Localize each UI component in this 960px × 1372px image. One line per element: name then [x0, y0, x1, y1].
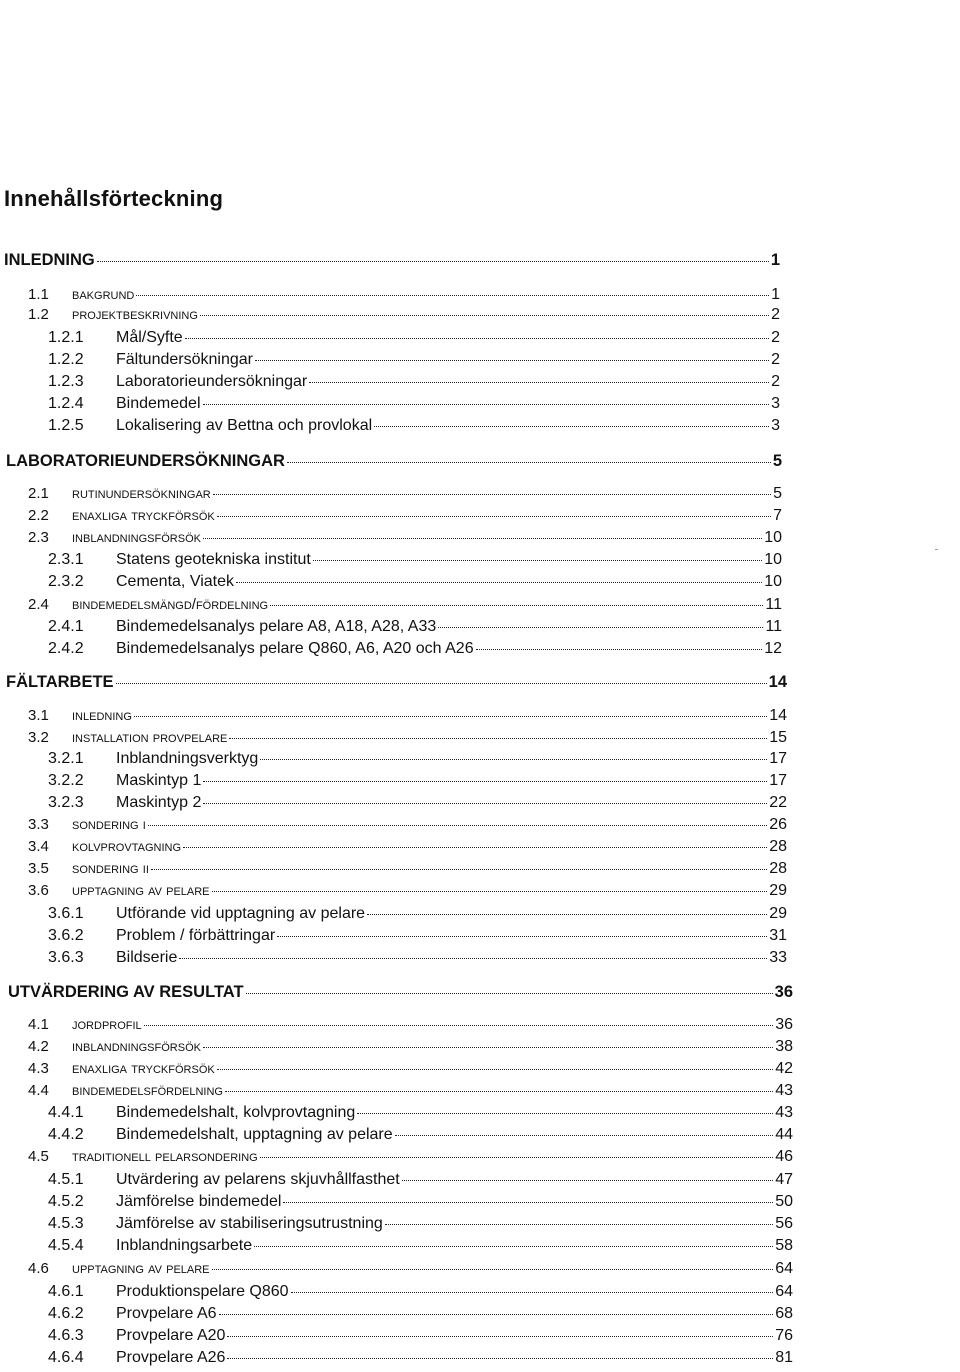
dot-leader	[203, 538, 762, 539]
toc-chapter-row	[6, 674, 787, 691]
toc-entry-title: Bindemedel	[116, 395, 201, 412]
dot-leader	[255, 360, 769, 361]
toc-entry-title: Lokalisering av Bettna och provlokal	[116, 417, 373, 434]
toc-page-number: 1	[771, 286, 780, 303]
toc-page-number: 44	[775, 1126, 793, 1143]
toc-entry-title: Produktionspelare Q860	[116, 1283, 289, 1300]
toc-subsection-row	[28, 552, 782, 568]
toc-entry-title: installation provpelare	[72, 729, 228, 746]
toc-section-row	[28, 287, 780, 303]
toc-entry-title: Bindemedelsanalys pelare A8, A18, A28, A33	[116, 618, 437, 635]
toc-page-number: 11	[765, 596, 782, 613]
page-title: Innehållsförteckning	[4, 186, 224, 211]
toc-entry-title: Problem / förbättringar	[116, 927, 276, 944]
toc-page-number: 26	[769, 816, 787, 833]
toc-section-row	[28, 508, 782, 524]
toc-subsection-row	[28, 1328, 793, 1344]
dot-leader	[254, 1246, 773, 1247]
dot-leader	[203, 404, 770, 405]
toc-entry-number: 1.2	[28, 306, 49, 323]
toc-entry-number: 2.4	[28, 596, 49, 613]
toc-section-row	[28, 1017, 793, 1033]
toc-entry-title: upptagning av pelare	[72, 1260, 210, 1277]
dot-leader	[313, 560, 762, 561]
toc-subsection-row	[28, 574, 782, 590]
toc-subsection-row	[28, 352, 780, 368]
toc-entry-title: bindemedelsmängd/fördelning	[72, 596, 269, 613]
toc-entry-number: 4.6.2	[48, 1305, 84, 1322]
toc-section-row	[28, 307, 780, 323]
toc-subsection-row	[28, 1127, 793, 1143]
toc-page-number: 10	[764, 529, 782, 546]
toc-entry-title: bindemedelsfördelning	[72, 1082, 223, 1099]
toc-page-number: 76	[775, 1327, 793, 1344]
toc-section-row	[28, 1039, 793, 1055]
toc-entry-title: Inblandningsverktyg	[116, 750, 259, 767]
toc-entry-title: Cementa, Viatek	[116, 573, 234, 590]
dot-leader	[183, 847, 767, 848]
toc-chapter-row	[4, 252, 780, 269]
toc-section-row	[28, 597, 782, 613]
toc-page-number: 5	[772, 452, 782, 470]
dot-leader	[151, 869, 767, 870]
toc-entry-title: UTVÄRDERING AV RESULTAT	[8, 983, 244, 1001]
toc-entry-number: 3.6.1	[48, 905, 84, 922]
toc-entry-title: inblandningsförsök	[72, 1038, 201, 1055]
dot-leader	[179, 958, 767, 959]
toc-entry-number: 2.1	[28, 485, 49, 502]
toc-entry-number: 1.2.4	[48, 395, 84, 412]
toc-entry-number: 4.5.1	[48, 1171, 84, 1188]
dot-leader	[291, 1292, 774, 1293]
toc-entry-title: Utförande vid upptagning av pelare	[116, 905, 366, 922]
dot-leader	[97, 261, 769, 262]
toc-entry-number: 2.3.1	[48, 551, 84, 568]
dot-leader	[283, 1202, 773, 1203]
toc-section-row	[28, 486, 782, 502]
toc-subsection-row	[28, 1194, 793, 1210]
toc-chapter-row	[6, 453, 782, 470]
toc-chapter-row	[8, 984, 793, 1001]
toc-entry-number: 4.3	[28, 1060, 49, 1077]
toc-entry-number: 2.2	[28, 507, 49, 524]
toc-entry-title: Mål/Syfte	[116, 329, 183, 346]
toc-entry-number: 3.4	[28, 838, 49, 855]
toc-page-number: 64	[775, 1260, 793, 1277]
dot-leader	[236, 582, 762, 583]
dot-leader	[227, 1358, 773, 1359]
toc-section-row	[28, 1149, 793, 1165]
dot-leader	[116, 683, 767, 684]
toc-section-row	[28, 817, 787, 833]
toc-entry-number: 4.5.4	[48, 1237, 84, 1254]
toc-page-number: 11	[765, 618, 782, 635]
toc-page-number: 1	[770, 251, 780, 269]
toc-page-number: 43	[775, 1104, 793, 1121]
toc-subsection-row	[28, 906, 787, 922]
toc-subsection-row	[28, 1172, 793, 1188]
dot-leader	[213, 494, 771, 495]
toc-entry-number: 4.4	[28, 1082, 49, 1099]
toc-page-number: 12	[764, 640, 782, 657]
toc-entry-title: Jämförelse bindemedel	[116, 1193, 282, 1210]
toc-entry-title: Jämförelse av stabiliseringsutrustning	[116, 1215, 383, 1232]
toc-section-row	[28, 1261, 793, 1277]
toc-entry-number: 1.2.2	[48, 351, 84, 368]
dot-leader	[260, 759, 767, 760]
toc-page-number: 33	[769, 949, 787, 966]
toc-entry-number: 2.4.2	[48, 640, 84, 657]
toc-page-number: 64	[775, 1283, 793, 1300]
toc-subsection-row	[28, 1216, 793, 1232]
toc-entry-title: Laboratorieundersökningar	[116, 373, 308, 390]
toc-entry-title: inledning	[72, 707, 132, 724]
toc-subsection-row	[28, 950, 787, 966]
dot-leader	[217, 1069, 773, 1070]
dot-leader	[136, 295, 769, 296]
toc-entry-number: 4.6.1	[48, 1283, 84, 1300]
toc-page-number: 28	[769, 838, 787, 855]
toc-subsection-row	[28, 330, 780, 346]
dot-leader	[212, 891, 768, 892]
toc-entry-title: Statens geotekniska institut	[116, 551, 311, 568]
dot-leader	[148, 825, 767, 826]
toc-section-row	[28, 530, 782, 546]
dot-leader	[309, 382, 769, 383]
toc-section-row	[28, 1083, 793, 1099]
toc-entry-number: 2.3	[28, 529, 49, 546]
dot-leader	[395, 1135, 774, 1136]
toc-page-number: 28	[769, 860, 787, 877]
dot-leader	[212, 1269, 774, 1270]
dot-leader	[225, 1091, 773, 1092]
toc-subsection-row	[28, 751, 787, 767]
toc-page-number: 3	[771, 395, 780, 412]
dot-leader	[203, 803, 767, 804]
toc-entry-number: 2.3.2	[48, 573, 84, 590]
toc-entry-title: Bindemedelshalt, kolvprovtagning	[116, 1104, 356, 1121]
toc-entry-number: 3.5	[28, 860, 49, 877]
toc-page-number: 46	[775, 1148, 793, 1165]
toc-page-number: 14	[768, 673, 787, 691]
toc-entry-number: 3.1	[28, 707, 49, 724]
toc-entry-title: Provpelare A26	[116, 1349, 226, 1366]
toc-section-row	[28, 861, 787, 877]
toc-entry-number: 3.2.2	[48, 772, 84, 789]
toc-entry-title: Bindemedelshalt, upptagning av pelare	[116, 1126, 393, 1143]
toc-entry-title: Fältundersökningar	[116, 351, 253, 368]
toc-page-number: 47	[775, 1171, 793, 1188]
toc-subsection-row	[28, 928, 787, 944]
toc-entry-title: Provpelare A6	[116, 1305, 217, 1322]
dot-leader	[203, 1047, 773, 1048]
toc-entry-title: Bildserie	[116, 949, 178, 966]
toc-entry-number: 3.2	[28, 729, 49, 746]
toc-entry-number: 3.6	[28, 882, 49, 899]
toc-entry-number: 4.5.2	[48, 1193, 84, 1210]
toc-entry-title: bakgrund	[72, 286, 135, 303]
toc-entry-title: Bindemedelsanalys pelare Q860, A6, A20 och A26	[116, 640, 474, 657]
toc-subsection-row	[28, 418, 780, 434]
dot-leader	[367, 914, 767, 915]
toc-entry-number: 4.4.1	[48, 1104, 84, 1121]
toc-entry-title: Utvärdering av pelarens skjuvhållfasthet	[116, 1171, 400, 1188]
toc-entry-number: 3.2.1	[48, 750, 84, 767]
toc-entry-title: enaxliga tryckförsök	[72, 507, 215, 524]
toc-page-number: 36	[774, 983, 793, 1001]
toc-subsection-row	[28, 619, 782, 635]
toc-subsection-row	[28, 1238, 793, 1254]
toc-page-number: 17	[769, 772, 787, 789]
toc-page-number: 22	[769, 794, 787, 811]
dot-leader	[185, 338, 769, 339]
dot-leader	[134, 716, 767, 717]
dot-leader	[270, 605, 763, 606]
dot-leader	[217, 516, 771, 517]
toc-entry-number: 4.6.4	[48, 1349, 84, 1366]
toc-page-number: 58	[775, 1237, 793, 1254]
toc-page-number: 5	[773, 485, 782, 502]
toc-page-number: 10	[764, 573, 782, 590]
toc-page-number: 10	[764, 551, 782, 568]
toc-page-number: 14	[769, 707, 787, 724]
dot-leader	[203, 781, 767, 782]
toc-entry-title: traditionell pelarsondering	[72, 1148, 258, 1165]
toc-entry-title: INLEDNING	[4, 251, 95, 269]
toc-entry-title: sondering i	[72, 816, 146, 833]
dot-leader	[438, 627, 763, 628]
toc-section-row	[28, 839, 787, 855]
toc-entry-number: 3.2.3	[48, 794, 84, 811]
toc-entry-number: 4.6.3	[48, 1327, 84, 1344]
dot-leader	[246, 993, 773, 994]
toc-entry-title: Maskintyp 1	[116, 772, 202, 789]
toc-page-number: 81	[775, 1349, 793, 1366]
toc-entry-title: sondering ii	[72, 860, 149, 877]
toc-page-number: 42	[775, 1060, 793, 1077]
toc-page-number: 2	[771, 373, 780, 390]
toc-section-row	[28, 1061, 793, 1077]
toc-subsection-row	[28, 1350, 793, 1366]
toc-subsection-row	[28, 795, 787, 811]
toc-subsection-row	[28, 773, 787, 789]
toc-page-number: 50	[775, 1193, 793, 1210]
dot-leader	[385, 1224, 773, 1225]
dot-leader	[260, 1157, 773, 1158]
toc-page-number: 7	[773, 507, 782, 524]
toc-entry-number: 2.4.1	[48, 618, 84, 635]
toc-entry-number: 3.6.2	[48, 927, 84, 944]
toc-page-number: 15	[769, 729, 787, 746]
toc-section-row	[28, 708, 787, 724]
toc-page-number: 29	[769, 882, 787, 899]
dot-leader	[227, 1336, 773, 1337]
toc-entry-title: projektbeskrivning	[72, 306, 198, 323]
toc-subsection-row	[28, 1284, 793, 1300]
toc-entry-number: 3.6.3	[48, 949, 84, 966]
toc-subsection-row	[28, 1105, 793, 1121]
toc-entry-number: 4.2	[28, 1038, 49, 1055]
scan-speck	[935, 549, 938, 550]
toc-subsection-row	[28, 641, 782, 657]
dot-leader	[144, 1025, 774, 1026]
toc-section-row	[28, 730, 787, 746]
toc-section-row	[28, 883, 787, 899]
toc-page-number: 43	[775, 1082, 793, 1099]
dot-leader	[402, 1180, 774, 1181]
toc-entry-title: rutinundersökningar	[72, 485, 211, 502]
dot-leader	[219, 1314, 774, 1315]
dot-leader	[374, 426, 769, 427]
toc-entry-title: upptagning av pelare	[72, 882, 210, 899]
toc-page-number: 56	[775, 1215, 793, 1232]
toc-page-number: 31	[769, 927, 787, 944]
toc-entry-number: 4.5	[28, 1148, 49, 1165]
toc-entry-title: Inblandningsarbete	[116, 1237, 253, 1254]
toc-page-number: 17	[769, 750, 787, 767]
toc-entry-number: 3.3	[28, 816, 49, 833]
dot-leader	[200, 315, 769, 316]
toc-page-number: 68	[775, 1305, 793, 1322]
dot-leader	[476, 649, 763, 650]
toc-entry-title: jordprofil	[72, 1016, 142, 1033]
toc-subsection-row	[28, 1306, 793, 1322]
dot-leader	[277, 936, 767, 937]
toc-entry-title: inblandningsförsök	[72, 529, 201, 546]
dot-leader	[229, 738, 767, 739]
toc-entry-number: 1.2.5	[48, 417, 84, 434]
toc-page-number: 2	[771, 351, 780, 368]
toc-page-number: 38	[775, 1038, 793, 1055]
toc-subsection-row	[28, 396, 780, 412]
toc-page-number: 36	[775, 1016, 793, 1033]
toc-entry-number: 1.2.3	[48, 373, 84, 390]
toc-subsection-row	[28, 374, 780, 390]
toc-page-number: 2	[771, 329, 780, 346]
toc-entry-number: 1.2.1	[48, 329, 84, 346]
toc-entry-number: 4.1	[28, 1016, 49, 1033]
dot-leader	[287, 462, 771, 463]
toc-entry-title: Provpelare A20	[116, 1327, 226, 1344]
toc-page-number: 3	[771, 417, 780, 434]
toc-entry-title: Maskintyp 2	[116, 794, 202, 811]
toc-page-number: 2	[771, 306, 780, 323]
toc-entry-number: 4.6	[28, 1260, 49, 1277]
toc-entry-number: 4.5.3	[48, 1215, 84, 1232]
dot-leader	[357, 1113, 773, 1114]
toc-page-number: 29	[769, 905, 787, 922]
toc-entry-title: kolvprovtagning	[72, 838, 182, 855]
toc-entry-title: FÄLTARBETE	[6, 673, 114, 691]
toc-entry-title: enaxliga tryckförsök	[72, 1060, 215, 1077]
toc-entry-title: LABORATORIEUNDERSÖKNINGAR	[6, 452, 285, 470]
toc-entry-number: 4.4.2	[48, 1126, 84, 1143]
toc-entry-number: 1.1	[28, 286, 49, 303]
